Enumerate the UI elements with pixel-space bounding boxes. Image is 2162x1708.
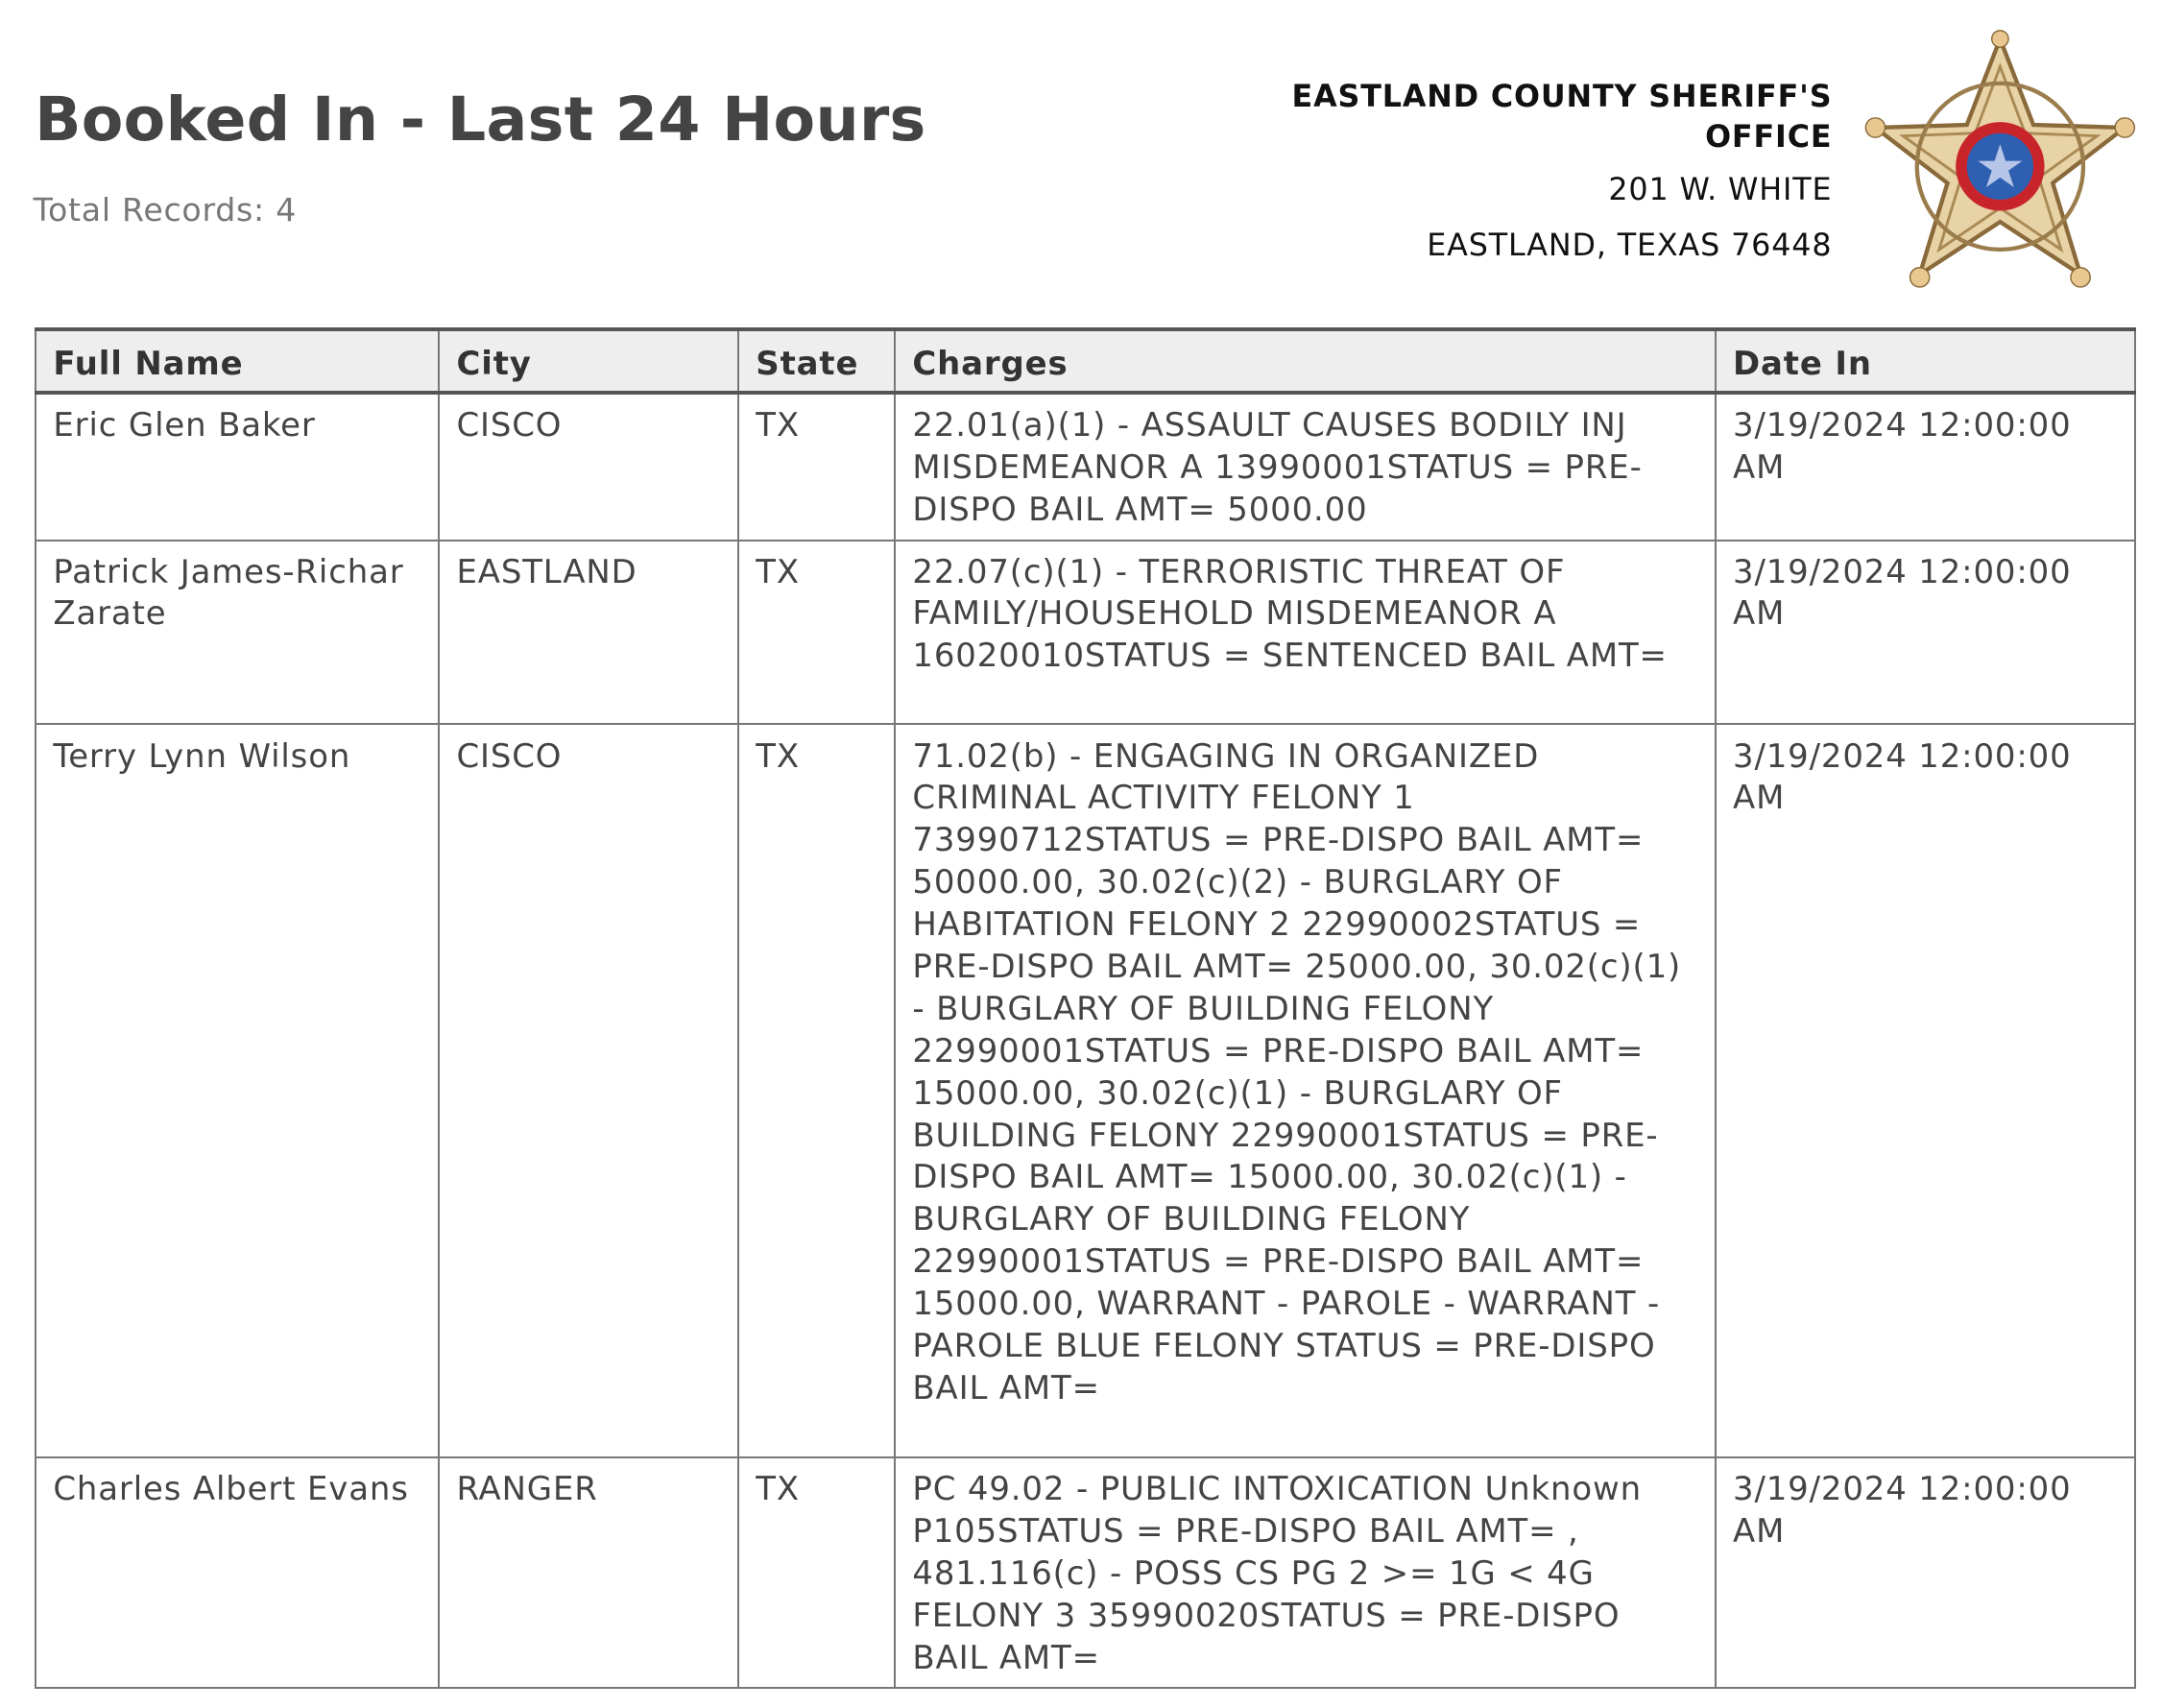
column-header-city: City	[439, 329, 738, 393]
office-name-line1: EASTLAND COUNTY SHERIFF'S	[1291, 79, 1833, 114]
column-header-charges: Charges	[895, 329, 1716, 393]
cell-full-name: Charles Albert Evans	[36, 1457, 439, 1688]
table-row	[36, 541, 2135, 725]
cell-state: TX	[738, 724, 895, 1457]
column-header-full-name: Full Name	[36, 329, 439, 393]
cell-charges: 71.02(b) - ENGAGING IN ORGANIZED CRIMINAL ACTIVITY FELONY 1 73990712STATUS = PRE-DISPO BAIL AMT= 50000.00, 30.02(c)(2) - BURGLARY OF HABITATION FELONY 2 22990002STATUS = PRE-DISPO BAIL AMT= 25000.00, 30.02(c)(1) - BURGLARY OF BUILDING FELONY 22990001STATUS = PRE-DISPO BAIL AMT= 15000.00, 30.02(c)(1) - BURGLARY OF BUILDING FELONY 22990001STATUS = PRE-DISPO BAIL AMT= 15000.00, 30.02(c)(1) - BURGLARY OF BUILDING FELONY 22990001STATUS = PRE-DISPO BAIL AMT= 15000.00, WARRANT - PAROLE - WARRANT - PAROLE BLUE FELONY STATUS = PRE-DISPO BAIL AMT=	[895, 724, 1716, 1457]
cell-date-in: 3/19/2024 12:00:00 AM	[1716, 724, 2135, 1457]
total-records: Total Records: 4	[33, 191, 298, 229]
cell-state: TX	[738, 393, 895, 540]
table-row	[36, 724, 2135, 1457]
bookings-table	[35, 327, 2136, 1690]
column-header-state: State	[738, 329, 895, 393]
office-info	[1292, 78, 1833, 275]
table-header-row	[36, 329, 2135, 393]
page-title: Booked In - Last 24 Hours	[35, 83, 926, 155]
sheriff-badge-logo	[1862, 28, 2139, 294]
cell-city: EASTLAND	[439, 541, 738, 725]
cell-full-name: Terry Lynn Wilson	[36, 724, 439, 1457]
cell-charges: PC 49.02 - PUBLIC INTOXICATION Unknown P105STATUS = PRE-DISPO BAIL AMT= , 481.116(c) - POSS CS PG 2 >= 1G < 4G FELONY 3 35990020STATUS = PRE-DISPO BAIL AMT=	[895, 1457, 1716, 1688]
cell-city: CISCO	[439, 724, 738, 1457]
cell-date-in: 3/19/2024 12:00:00 AM	[1716, 1457, 2135, 1688]
column-header-date-in: Date In	[1716, 329, 2135, 393]
cell-date-in: 3/19/2024 12:00:00 AM	[1716, 541, 2135, 725]
cell-charges: 22.07(c)(1) - TERRORISTIC THREAT OF FAMILY/HOUSEHOLD MISDEMEANOR A 16020010STATUS = SENTENCED BAIL AMT=	[895, 541, 1716, 725]
table-row	[36, 1457, 2135, 1688]
cell-city: CISCO	[439, 393, 738, 540]
cell-full-name: Patrick James-Richar Zarate	[36, 541, 439, 725]
table-row	[36, 393, 2135, 540]
cell-date-in: 3/19/2024 12:00:00 AM	[1716, 393, 2135, 540]
cell-state: TX	[738, 1457, 895, 1688]
office-address-line2: EASTLAND, TEXAS 76448	[1427, 229, 1833, 264]
cell-full-name: Eric Glen Baker	[36, 393, 439, 540]
office-name-line2: OFFICE	[1705, 119, 1833, 155]
cell-city: RANGER	[439, 1457, 738, 1688]
cell-state: TX	[738, 541, 895, 725]
cell-charges: 22.01(a)(1) - ASSAULT CAUSES BODILY INJ MISDEMEANOR A 13990001STATUS = PRE-DISPO BAIL AMT= 5000.00	[895, 393, 1716, 540]
office-address-line1: 201 W. WHITE	[1608, 173, 1833, 208]
